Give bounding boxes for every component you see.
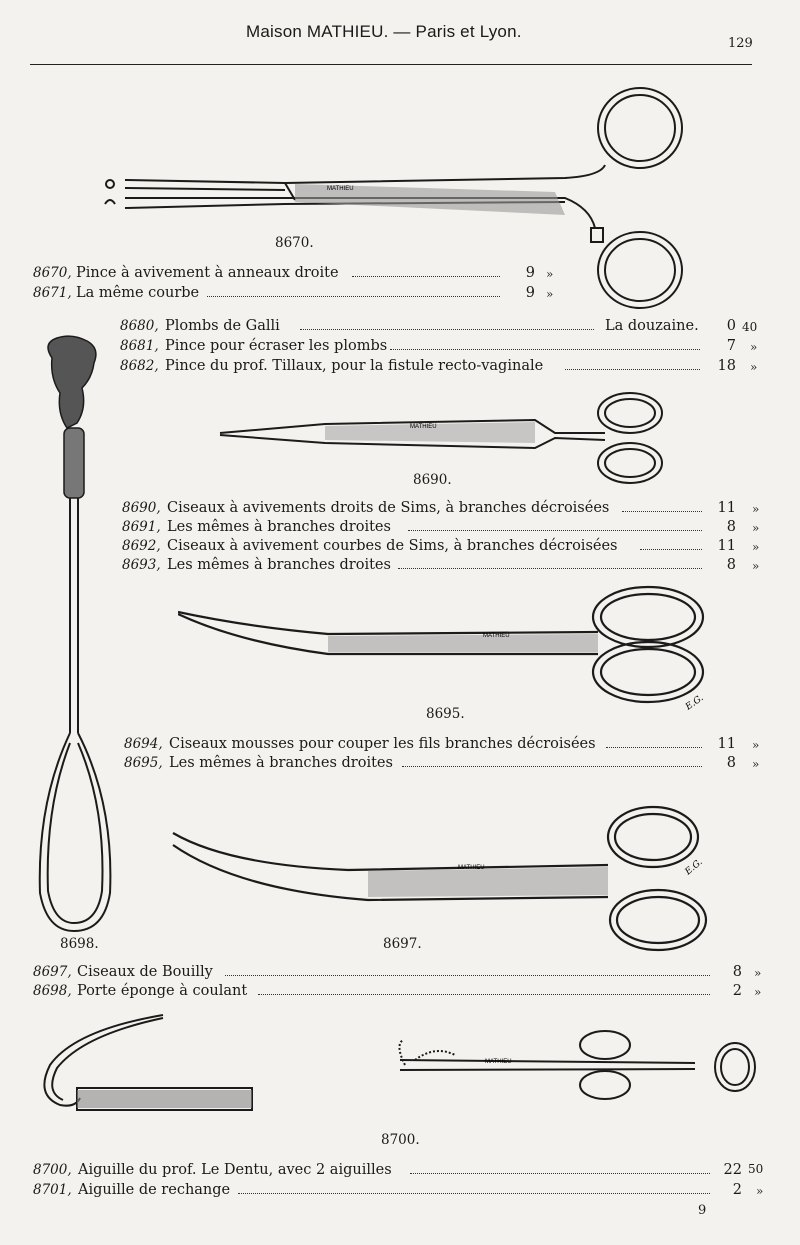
item-cents: » — [750, 360, 758, 374]
page-title: Maison MATHIEU. — Paris et Lyon. — [246, 22, 522, 41]
stamp-text: MATHIEU — [458, 865, 485, 871]
item-cents: » — [752, 540, 760, 554]
item-price: 2 — [732, 1182, 742, 1198]
sponge-holder-8698-illustration — [32, 333, 122, 933]
scissors-8697-illustration — [168, 805, 713, 955]
item-number: 8671, — [33, 285, 72, 301]
scissors-8695-illustration — [178, 582, 718, 712]
item-number: 8670, — [33, 265, 72, 281]
dot-leader — [565, 358, 700, 370]
item-cents: » — [750, 340, 758, 354]
item-cents: » — [546, 287, 554, 301]
item-number: 8693, — [122, 557, 161, 573]
item-price: 11 — [717, 538, 736, 554]
item-description: Ciseaux de Bouilly — [77, 964, 213, 980]
item-cents: » — [752, 502, 760, 516]
item-description: Les mêmes à branches droites — [167, 557, 391, 573]
figure-caption: 8695. — [426, 706, 465, 722]
needle-detail-illustration — [35, 1010, 260, 1125]
list-item — [0, 285, 800, 303]
item-price: 0 — [726, 318, 736, 334]
item-description: Aiguille du prof. Le Dentu, avec 2 aiguilles — [78, 1162, 392, 1178]
item-cents: » — [752, 521, 760, 535]
item-description: Porte éponge à coulant — [77, 983, 248, 999]
engraver-signature: E.G. — [683, 857, 705, 878]
list-item — [0, 538, 800, 556]
figure-caption: 8690. — [413, 472, 452, 488]
list-item — [0, 519, 800, 537]
dot-leader — [622, 500, 702, 512]
item-number: 8680, — [120, 318, 159, 334]
item-unit: La douzaine. — [605, 318, 699, 334]
header-rule — [30, 64, 752, 65]
item-cents: » — [756, 1184, 764, 1198]
dot-leader — [390, 338, 700, 350]
dot-leader — [640, 538, 702, 550]
item-description: Pince pour écraser les plombs — [165, 338, 388, 354]
item-price: 18 — [717, 358, 736, 374]
item-cents: » — [752, 559, 760, 573]
list-item — [0, 358, 800, 376]
figure-caption: 8670. — [275, 235, 314, 251]
dot-leader — [352, 265, 500, 277]
item-number: 8681, — [120, 338, 159, 354]
item-description: Pince à avivement à anneaux droite — [76, 265, 339, 281]
item-number: 8694, — [124, 736, 163, 752]
item-number: 8690, — [122, 500, 161, 516]
list-item — [0, 265, 800, 283]
item-description: La même courbe — [76, 285, 200, 301]
list-item — [0, 1162, 800, 1180]
stamp-text: MATHIEU — [327, 186, 354, 192]
dot-leader — [408, 519, 702, 531]
item-description: Les mêmes à branches droites — [169, 755, 393, 771]
item-number: 8698, — [33, 983, 72, 999]
item-description: Ciseaux mousses pour couper les fils branches décroisées — [169, 736, 596, 752]
figure-caption: 8700. — [381, 1132, 420, 1148]
dot-leader — [410, 1162, 710, 1174]
item-cents: » — [754, 985, 762, 999]
item-price: 11 — [717, 736, 736, 752]
figure-caption: 8697. — [383, 936, 422, 952]
item-description: Aiguille de rechange — [78, 1182, 231, 1198]
item-cents: » — [752, 738, 760, 752]
item-cents: » — [754, 966, 762, 980]
item-description: Pince du prof. Tillaux, pour la fistule recto-vaginale — [165, 358, 544, 374]
list-item — [0, 500, 800, 518]
stamp-text: MATHIEU — [410, 424, 437, 430]
item-number: 8697, — [33, 964, 72, 980]
dot-leader — [258, 983, 710, 995]
item-price: 9 — [525, 265, 535, 281]
stamp-text: MATHIEU — [483, 633, 510, 639]
item-price: 8 — [732, 964, 742, 980]
dot-leader — [207, 285, 500, 297]
dot-leader — [300, 318, 594, 330]
engraver-signature: E.G. — [683, 693, 706, 712]
item-price: 7 — [726, 338, 736, 354]
needle-holder-8700-illustration — [395, 1025, 760, 1105]
item-price: 8 — [726, 557, 736, 573]
list-item — [0, 557, 800, 575]
dot-leader — [225, 964, 710, 976]
list-item — [0, 1182, 800, 1200]
item-number: 8692, — [122, 538, 161, 554]
item-number: 8682, — [120, 358, 159, 374]
page-number: 129 — [728, 36, 753, 51]
item-price: 8 — [726, 755, 736, 771]
footer-signature-mark: 9 — [698, 1203, 707, 1218]
item-cents: » — [752, 757, 760, 771]
list-item — [0, 983, 800, 1001]
list-item — [0, 736, 800, 754]
item-number: 8701, — [33, 1182, 72, 1198]
item-cents: » — [546, 267, 554, 281]
figure-caption: 8698. — [60, 936, 99, 952]
item-description: Les mêmes à branches droites — [167, 519, 391, 535]
dot-leader — [606, 736, 702, 748]
item-number: 8695, — [124, 755, 163, 771]
item-number: 8700, — [33, 1162, 72, 1178]
item-price: 2 — [732, 983, 742, 999]
item-number: 8691, — [122, 519, 161, 535]
stamp-text: MATHIEU — [485, 1059, 512, 1065]
list-item — [0, 318, 800, 336]
item-cents: 40 — [742, 320, 758, 334]
item-price: 11 — [717, 500, 736, 516]
dot-leader — [402, 755, 702, 767]
item-price: 8 — [726, 519, 736, 535]
item-description: Ciseaux à avivements droits de Sims, à branches décroisées — [167, 500, 610, 516]
item-cents: 50 — [748, 1162, 764, 1176]
item-price: 9 — [525, 285, 535, 301]
list-item — [0, 338, 800, 356]
item-description: Ciseaux à avivement courbes de Sims, à branches décroisées — [167, 538, 618, 554]
dot-leader — [398, 557, 702, 569]
list-item — [0, 755, 800, 773]
dot-leader — [238, 1182, 710, 1194]
item-description: Plombs de Galli — [165, 318, 280, 334]
list-item — [0, 964, 800, 982]
item-price: 22 — [723, 1162, 742, 1178]
